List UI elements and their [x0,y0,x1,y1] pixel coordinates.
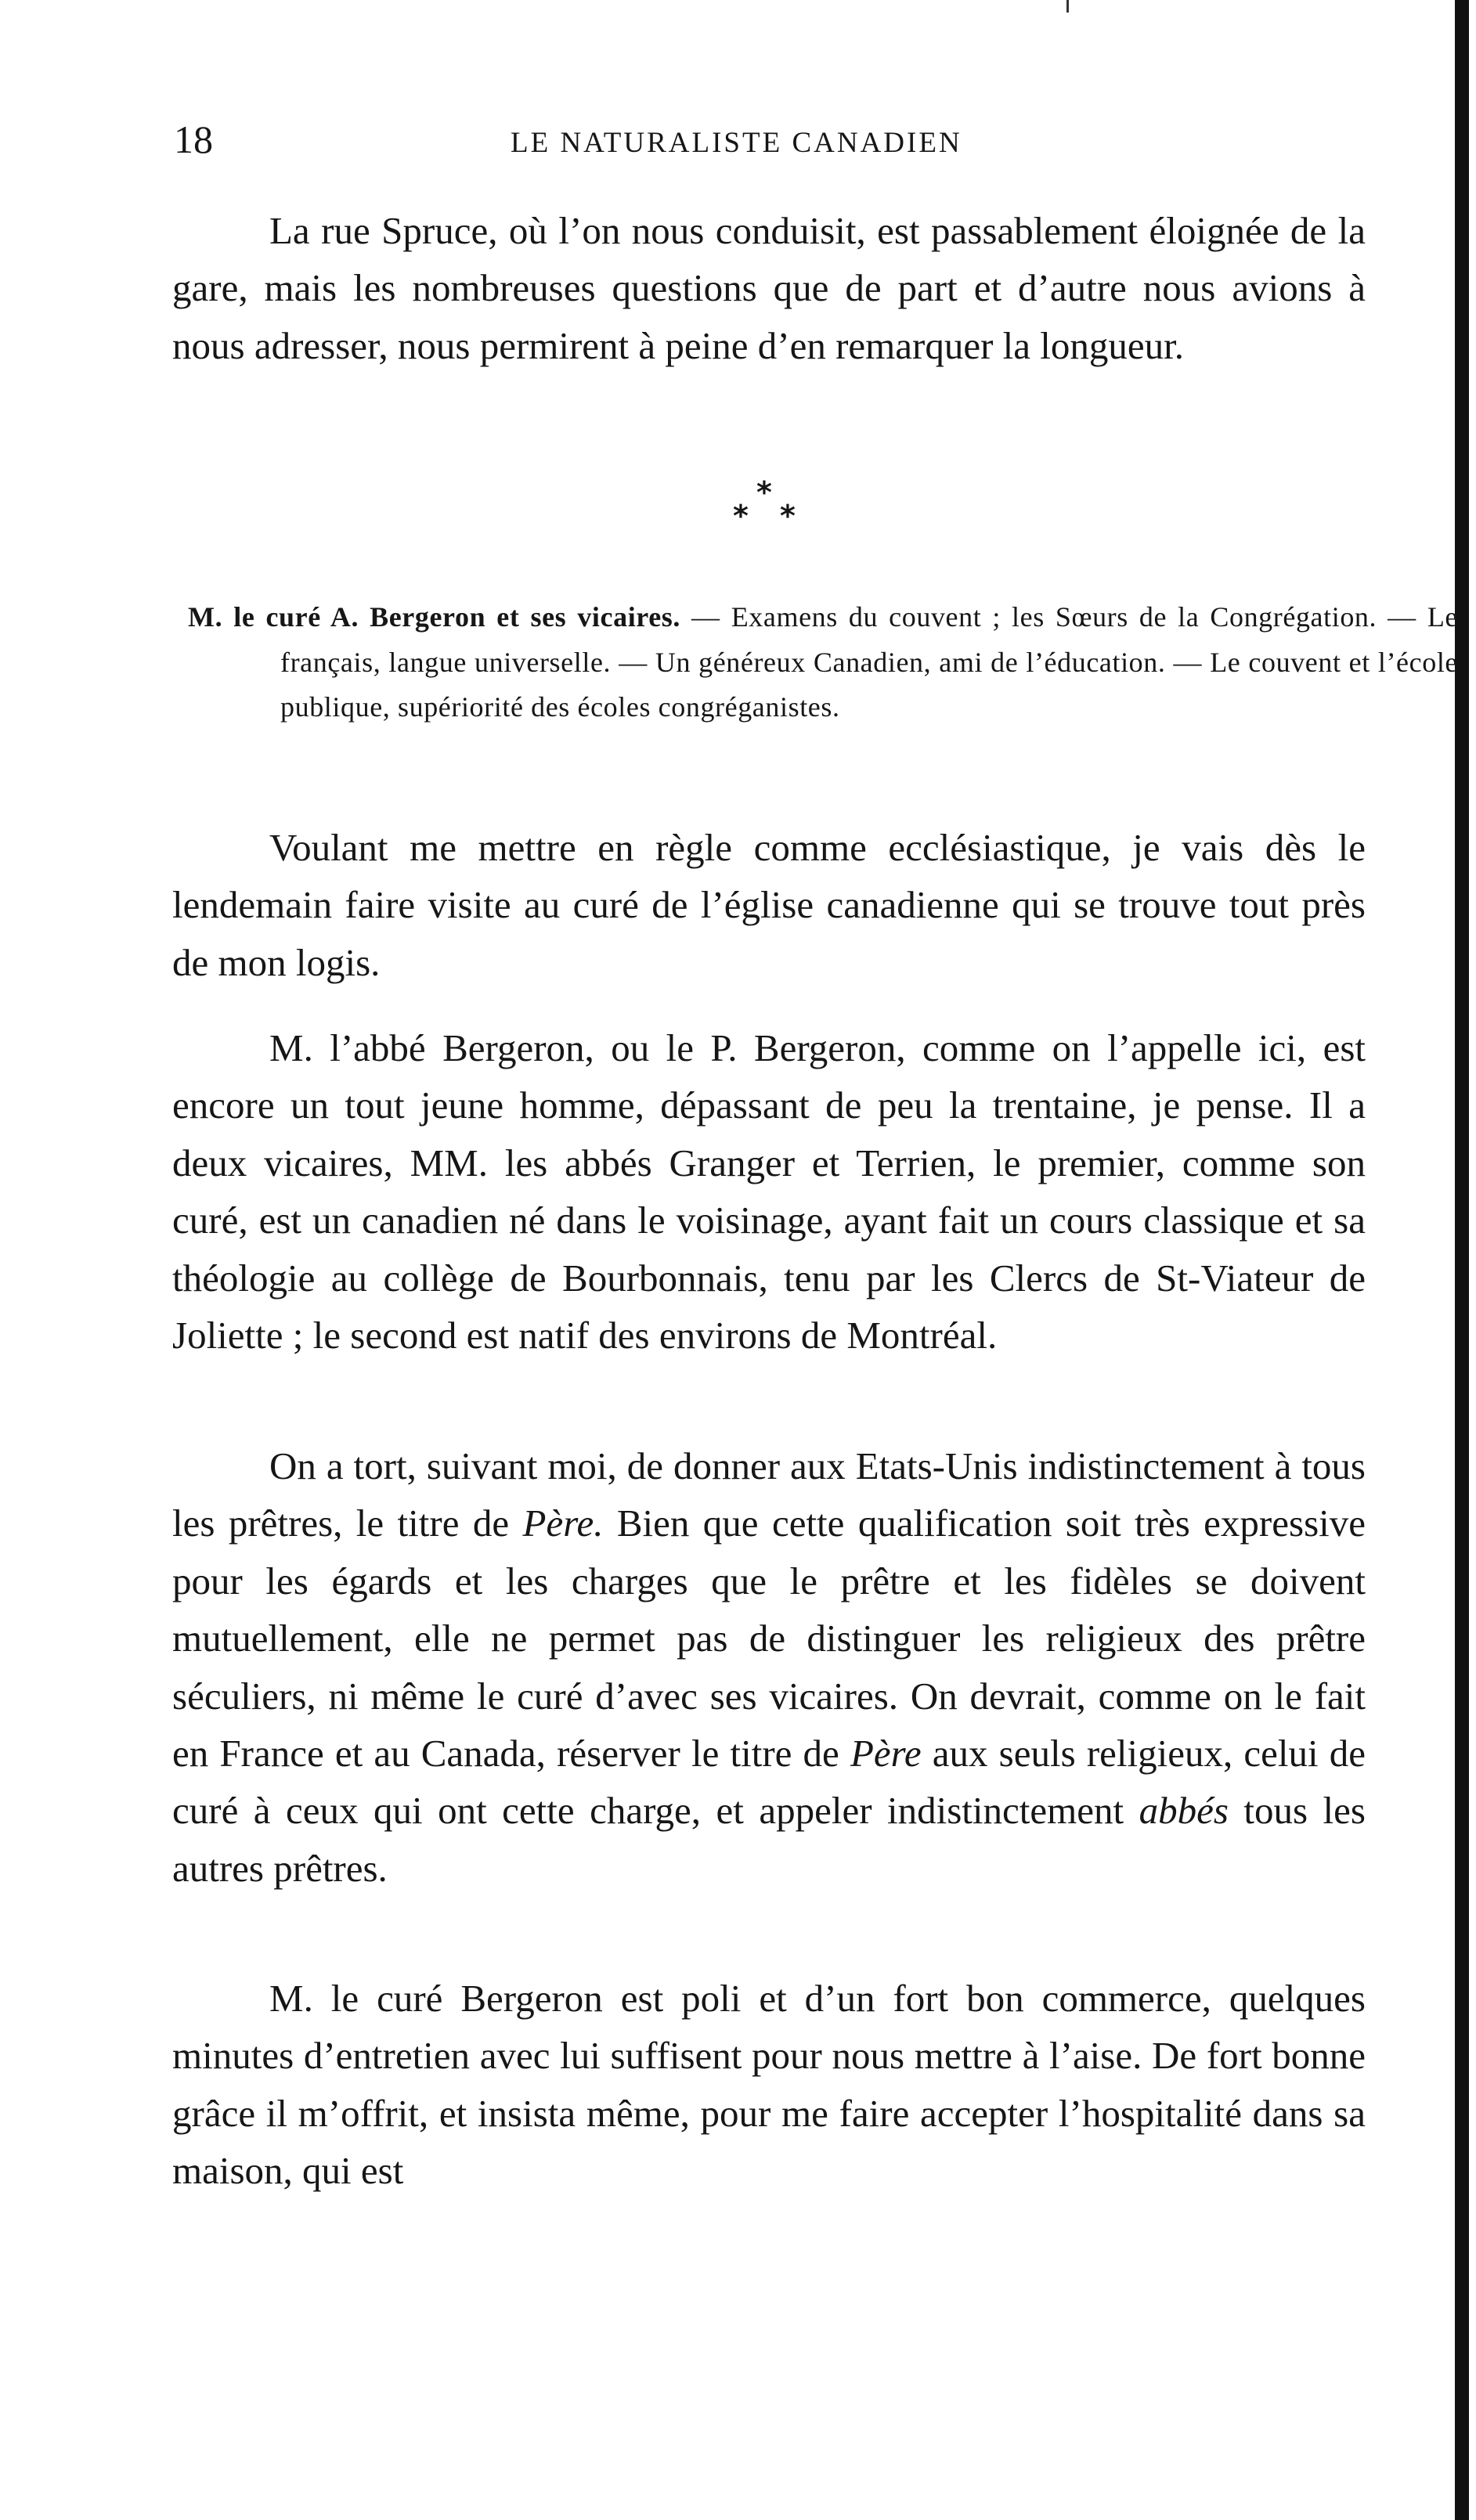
scan-edge [1455,0,1469,2520]
paragraph-4-text: tous les autres prêtres. [172,1789,1366,1890]
asterism-star: * [780,499,796,533]
asterism-star: * [733,499,749,533]
paragraph-4-text: Bien que cette qualification soit très expressive pour les égards et les charges que le prêtre et les fidèles se doivent mutuellement, elle ne permet pas de distinguer les religieux des prêtre séculiers, ni même le curé d’avec ses vicaires. On devrait, comme on le fait en France et au Canada, réserver le titre de [172,1502,1366,1776]
section-break-asterism [733,475,803,540]
paragraph-2: Voulant me mettre en règle comme ecclésiastique, je vais dès le lendemain faire visite au curé de l’église canadienne qui se trouve tout près de mon logis. [172,826,1366,984]
page-number: 18 [174,117,213,161]
paragraph-3: M. l’abbé Bergeron, ou le P. Bergeron, comme on l’appelle ici, est encore un tout jeune homme, dépassant de peu la trentaine, je pense. Il a deux vicaires, MM. les abbés Granger et Terrien, le premier, comme son curé, est un canadien né dans le voisinage, ayant fait un cours classique et sa théologie au collège de Bourbonnais, tenu par les Clercs de St-Viateur de Joliette ; le second est natif des environs de Montréal. [172,1026,1366,1357]
paragraph-1: La rue Spruce, où l’on nous conduisit, est passablement éloignée de la gare, mais les nombreuses questions que de part et d’autre nous avions à nous adresser, nous permirent à peine d’en remarquer la longueur. [172,209,1366,367]
summary-lead: M. le curé A. Bergeron et ses vicaires. [188,601,681,633]
asterism-star: * [756,475,772,510]
scan-mark [1066,0,1069,13]
chapter-summary [188,595,1458,730]
italic-term: abbés [1139,1789,1229,1833]
italic-term: Père [850,1732,922,1776]
paragraph-4-text: aux seuls religieux, celui de curé à ceux qui ont cette charge, et appeler indistinctement [172,1732,1366,1833]
running-title: LE NATURALISTE CANADIEN [511,127,962,159]
paragraph-4-text: On a tort, suivant moi, de donner aux Etats-Unis indistinctement à tous les prêtres, le titre de [172,1444,1366,1545]
paragraph-4 [172,1437,1366,1897]
summary-text: — Examens du couvent ; les Sœurs de la Congrégation. — Le français, langue universelle. — Un généreux Canadien, ami de l’éducation. — Le couvent et l’école publique, supériorité des écoles congréganistes. [280,601,1458,723]
page-header [174,116,1364,171]
paragraph-5: M. le curé Bergeron est poli et d’un fort bon commerce, quelques minutes d’entretien avec lui suffisent pour nous mettre à l’aise. De fort bonne grâce il m’offrit, et insista même, pour me faire accepter l’hospitalité dans sa maison, qui est [172,1977,1366,2193]
italic-term: Père. [522,1502,604,1545]
